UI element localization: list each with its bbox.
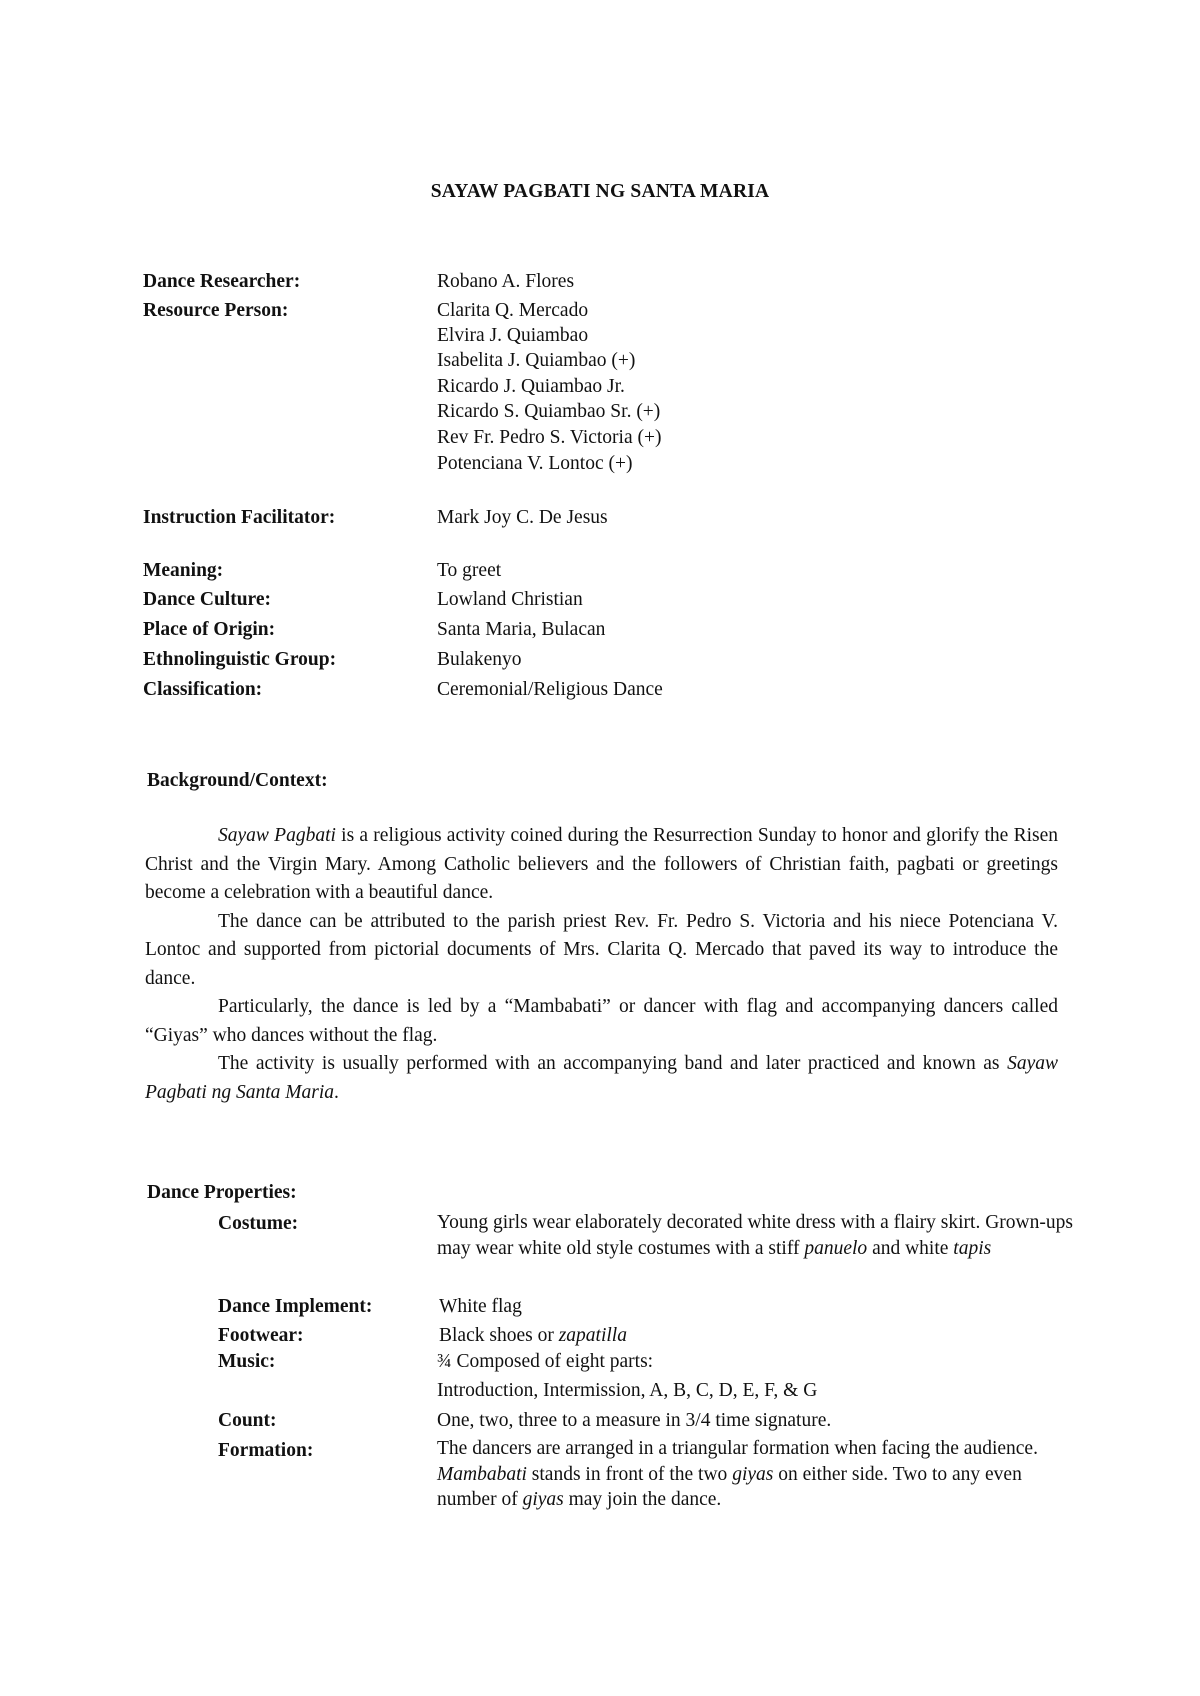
classification-label: Classification:	[143, 679, 263, 700]
resource-person: Ricardo J. Quiambao Jr.	[437, 376, 625, 397]
count-value: One, two, three to a measure in 3/4 time signature.	[437, 1410, 832, 1431]
resource-person: Elvira J. Quiambao	[437, 325, 589, 346]
resource-person: Ricardo S. Quiambao Sr. (+)	[437, 401, 661, 422]
page-title: SAYAW PAGBATI NG SANTA MARIA	[430, 181, 770, 202]
formation-italic: Mambabati	[437, 1463, 527, 1485]
footwear-italic: zapatilla	[558, 1325, 627, 1346]
facilitator-label: Instruction Facilitator:	[143, 507, 336, 528]
formation-italic: giyas	[732, 1463, 774, 1485]
implement-value: White flag	[439, 1296, 522, 1317]
footwear-label: Footwear:	[218, 1325, 304, 1346]
facilitator-value: Mark Joy C. De Jesus	[437, 507, 608, 528]
meaning-value: To greet	[437, 560, 502, 581]
researcher-label: Dance Researcher:	[143, 271, 301, 292]
classification-value: Ceremonial/Religious Dance	[437, 679, 663, 700]
footwear-value	[439, 1326, 627, 1346]
paragraph-text: is a religious activity coined during the Resurrection Sunday to honor and glorify the Risen Christ and the Virgin Mary. Among Catholic believers and the followers of Christian faith, pagbati or greetings become a celebration with a beautiful dance.	[145, 825, 1058, 903]
group-label: Ethnolinguistic Group:	[143, 649, 337, 670]
costume-label: Costume:	[218, 1213, 299, 1234]
group-value: Bulakenyo	[437, 649, 522, 670]
music-label: Music:	[218, 1351, 276, 1372]
costume-value	[437, 1210, 1077, 1261]
music-line: ¾ Composed of eight parts:	[437, 1351, 654, 1372]
implement-label: Dance Implement:	[218, 1296, 373, 1317]
meaning-label: Meaning:	[143, 560, 224, 581]
costume-italic: panuelo	[804, 1237, 868, 1259]
resource-person: Potenciana V. Lontoc (+)	[437, 453, 633, 474]
paragraph-text: The dance can be attributed to the parish priest Rev. Fr. Pedro S. Victoria and his niece Potenciana V. Lontoc and supported from pictorial documents of Mrs. Clarita Q. Mercado that paved its way to introduce the dance.	[145, 910, 1058, 989]
dance-name-italic: Sayaw Pagbati ng Santa Maria	[145, 1053, 1058, 1103]
resource-person: Rev Fr. Pedro S. Victoria (+)	[437, 427, 662, 448]
formation-label: Formation:	[218, 1440, 314, 1461]
costume-italic: tapis	[953, 1237, 992, 1259]
culture-label: Dance Culture:	[143, 589, 271, 610]
background-paragraph	[145, 822, 1058, 908]
background-heading: Background/Context:	[147, 770, 328, 791]
origin-label: Place of Origin:	[143, 619, 276, 640]
count-label: Count:	[218, 1410, 277, 1431]
paragraph-text: .	[334, 1081, 339, 1103]
resource-person: Isabelita J. Quiambao (+)	[437, 350, 636, 371]
paragraph-text: The activity is usually performed with an accompanying band and later practiced and known as	[218, 1053, 1008, 1074]
origin-value: Santa Maria, Bulacan	[437, 619, 606, 640]
formation-value	[437, 1436, 1052, 1513]
formation-italic: giyas	[522, 1489, 564, 1510]
formation-text: stands in front of the two	[526, 1463, 733, 1485]
properties-heading: Dance Properties:	[147, 1182, 297, 1203]
background-paragraph	[145, 1050, 1058, 1107]
formation-text: on either side. Two to any even number of	[437, 1463, 1022, 1510]
costume-text: Young girls wear elaborately decorated white dress with a flairy skirt. Grown-ups may wear white old style costumes with a stiff	[437, 1212, 1073, 1259]
dance-name-italic: Sayaw Pagbati	[218, 825, 336, 846]
background-paragraph	[145, 908, 1058, 994]
formation-text: The dancers are arranged in a triangular formation when facing the audience.	[437, 1438, 1038, 1459]
background-body	[145, 822, 1058, 1107]
music-line: Introduction, Intermission, A, B, C, D, E, F, & G	[437, 1380, 818, 1401]
researcher-value: Robano A. Flores	[437, 271, 575, 292]
costume-text: and white	[867, 1237, 954, 1259]
formation-text: may join the dance.	[563, 1489, 722, 1510]
paragraph-text: Particularly, the dance is led by a “Mambabati” or dancer with flag and accompanying dancers called “Giyas” who dances without the flag.	[145, 996, 1058, 1046]
footwear-text: Black shoes or	[439, 1325, 559, 1346]
background-paragraph	[145, 993, 1058, 1050]
culture-value: Lowland Christian	[437, 589, 583, 610]
resource-label: Resource Person:	[143, 300, 289, 321]
resource-person: Clarita Q. Mercado	[437, 300, 589, 321]
